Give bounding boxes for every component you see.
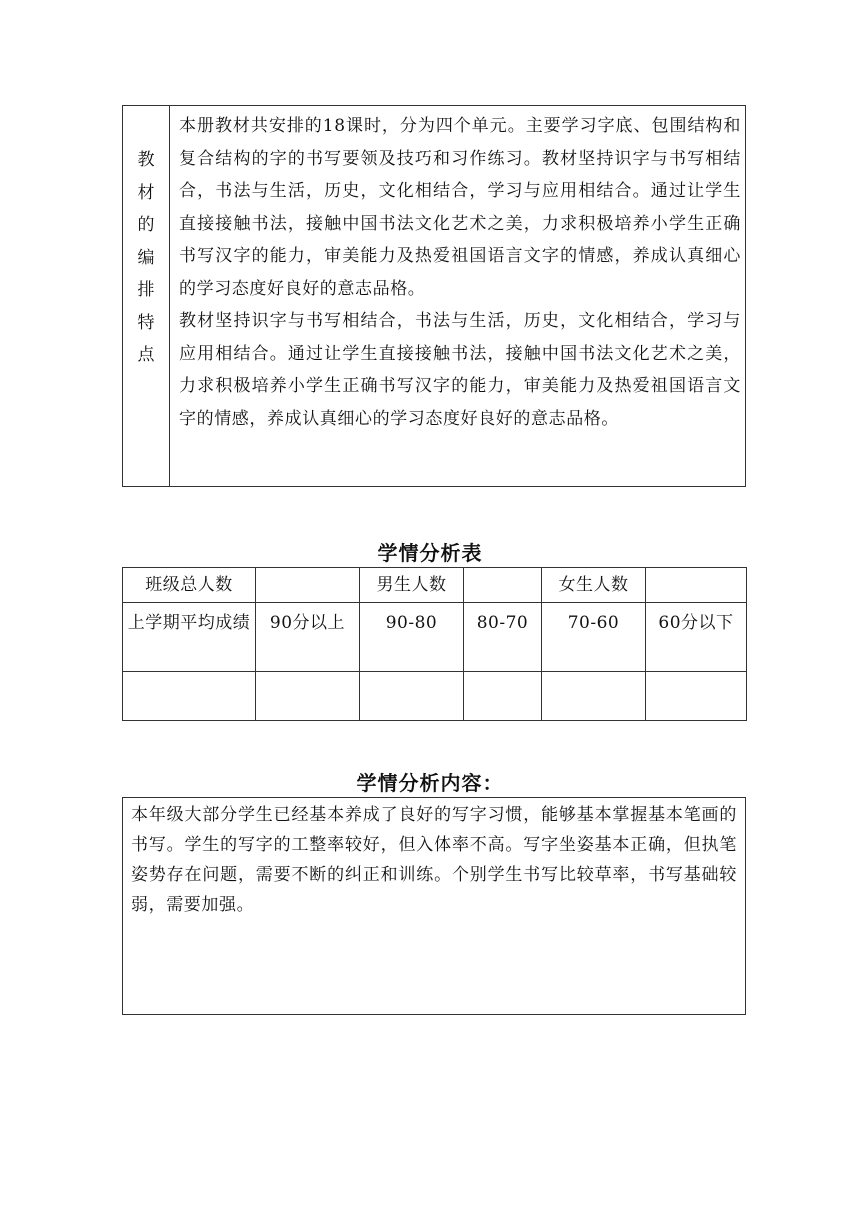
features-content-cell (170, 106, 745, 486)
analysis-title: 学情分析内容： (356, 771, 504, 795)
last-term-average-label: 上学期平均成绩 (123, 603, 256, 672)
features-label-cell (123, 106, 170, 486)
score-band-header: 80-70 (464, 603, 542, 672)
male-students-label: 男生人数 (360, 568, 464, 603)
table-cell (542, 672, 646, 721)
total-students-value (256, 568, 360, 603)
female-students-label: 女生人数 (542, 568, 646, 603)
features-label-char: 特 (137, 312, 155, 333)
features-label-char: 的 (137, 215, 155, 235)
table-cell (256, 672, 360, 721)
score-band-header: 90-80 (360, 603, 464, 672)
analysis-text: 本年级大部分学生已经基本养成了良好的写字习惯，能够基本掌握基本笔画的书写。学生的写字的工整率较好，但入体率不高。写字坐姿基本正确，但执笔姿势存在问题，需要不断的纠正和训练。个别学生书写比较草率，书写基础较弱，需要加强。 (131, 805, 737, 915)
male-students-value (464, 568, 542, 603)
table-cell (646, 672, 747, 721)
table-row (123, 672, 747, 721)
table-cell (123, 672, 256, 721)
features-label-char: 编 (137, 247, 155, 268)
female-students-value (646, 568, 747, 603)
features-paragraph: 本册教材共安排的18课时，分为四个单元。主要学习字底、包围结构和复合结构的字的书写要领及技巧和习作练习。教材坚持识字与书写相结合，书法与生活，历史，文化相结合，学习与应用相结合。通过让学生直接接触书法，接触中国书法文化艺术之美，力求积极培养小学生正确书写汉字的能力，审美能力及热爱祖国语言文字的情感，养成认真细心的学习态度好良好的意志品格。 (179, 116, 741, 299)
features-label-char: 教 (137, 150, 155, 170)
features-label-char: 材 (137, 182, 155, 203)
total-students-label: 班级总人数 (123, 568, 256, 603)
features-label-char: 点 (137, 345, 155, 365)
table-cell (360, 672, 464, 721)
textbook-features-table (122, 105, 746, 487)
score-band-header: 60分以下 (646, 603, 747, 672)
features-label-char: 排 (137, 280, 155, 300)
analysis-content-box (122, 797, 746, 1015)
student-stats-table (122, 567, 747, 721)
table-cell (464, 672, 542, 721)
table-row (123, 568, 747, 603)
stats-table-title: 学情分析表 (377, 541, 483, 565)
score-band-header: 90分以上 (256, 603, 360, 672)
score-band-header: 70-60 (542, 603, 646, 672)
table-row (123, 603, 747, 672)
features-paragraph: 教材坚持识字与书写相结合，书法与生活，历史，文化相结合，学习与应用相结合。通过让学生直接接触书法，接触中国书法文化艺术之美，力求积极培养小学生正确书写汉字的能力，审美能力及热爱祖国语言文字的情感，养成认真细心的学习态度好良好的意志品格。 (179, 311, 741, 429)
